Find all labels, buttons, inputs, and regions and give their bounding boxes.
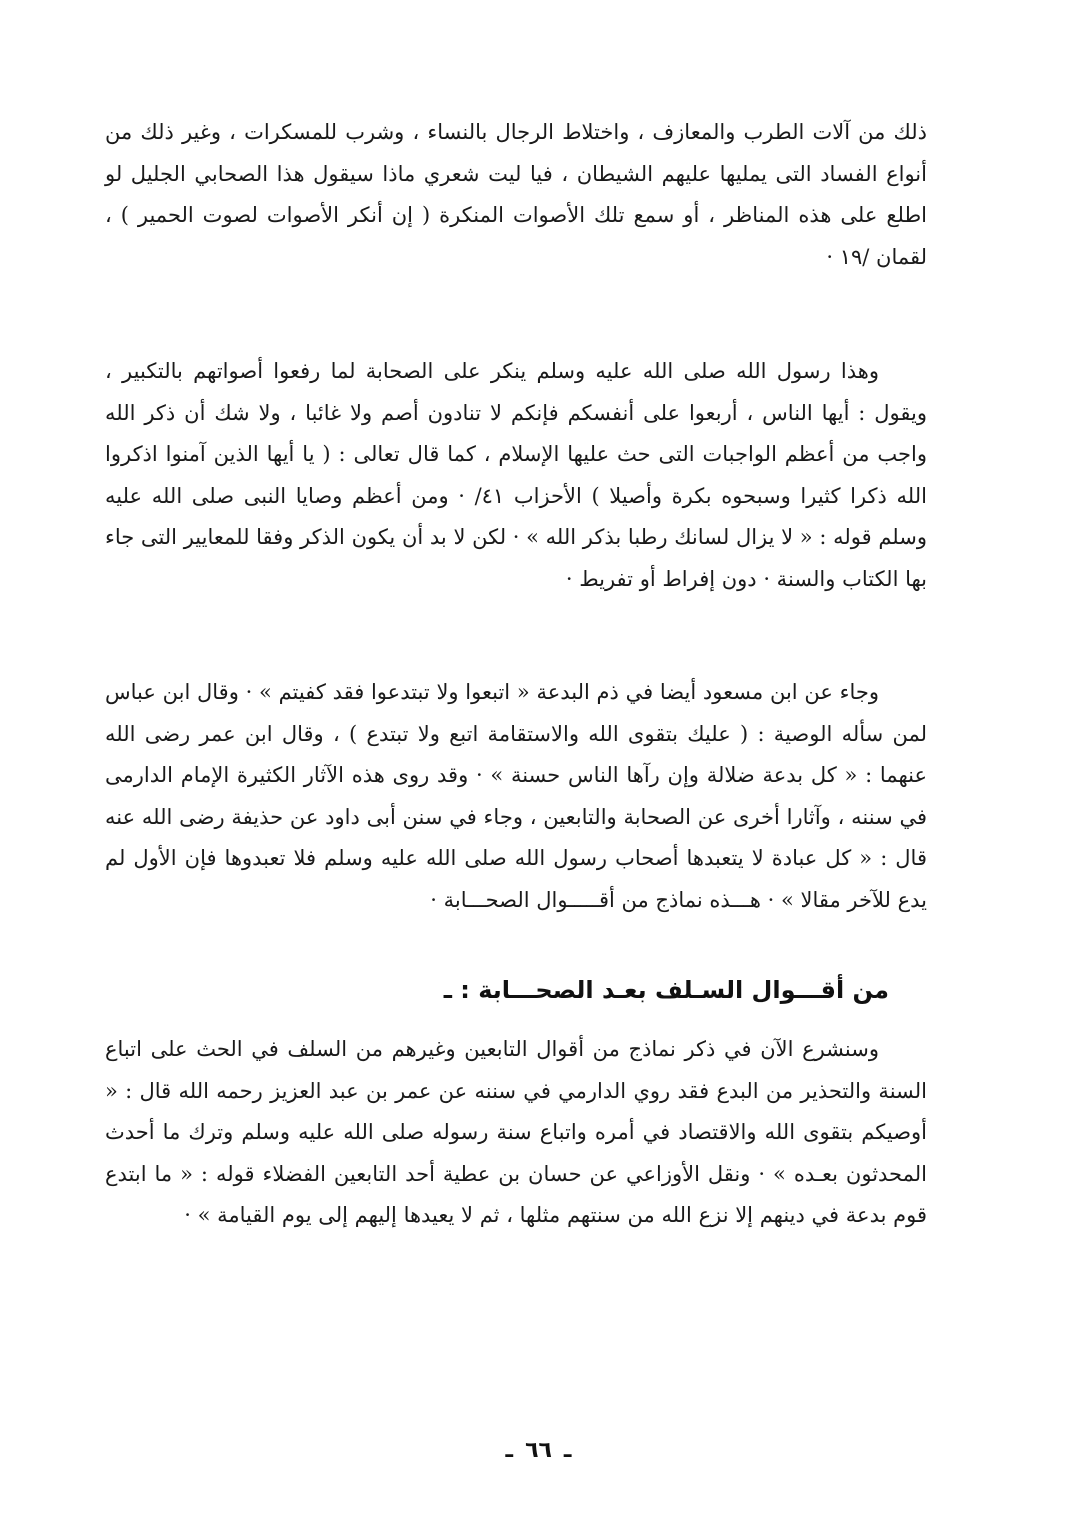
section-heading: من أقـــوال السـلف بعـد الصحـــابة : ـ (443, 976, 889, 1004)
paragraph-1-text: ذلك من آلات الطرب والمعازف ، واختلاط الرجال بالنساء ، وشرب للمسكرات ، وغير ذلك من أنواع الفساد التى يمليها عليهم الشيطان ، فيا ليت شعري ماذا سيقول هذا الصحابي الجليل لو اطلع على هذه المناظر ، أو سمع تلك الأصوات المنكرة ( إن أنكر الأصوات لصوت الحمير ) ، لقمان /١٩ · (105, 120, 927, 269)
paragraph-4 (105, 1029, 927, 1237)
paragraph-4-text: وسنشرع الآن في ذكر نماذج من أقوال التابعين وغيرهم من السلف في الحث على اتباع السنة والتحذير من البدع فقد روي الدارمي في سننه عن عمر بن عبد العزيز رحمه الله قال : « أوصيكم بتقوى الله والاقتصاد في أمره واتباع سنة رسوله صلى الله عليه وسلم وترك ما أحدث المحدثون بعـده » · ونقل الأوزاعي عن حسان بن عطية أحد التابعين الفضلاء قوله : « ما ابتدع قوم بدعة في دينهم إلا نزع الله من سنتهم مثلها ، ثم لا يعيدها إليهم إلى يوم القيامة » · (105, 1037, 927, 1227)
page-number (0, 1438, 1077, 1463)
paragraph-1 (105, 112, 927, 278)
paragraph-3 (105, 672, 927, 921)
page-number-value: ٦٦ (525, 1438, 552, 1463)
paragraph-2-text: وهذا رسول الله صلى الله عليه وسلم ينكر على الصحابة لما رفعوا أصواتهم بالتكبير ، ويقول : أيها الناس ، أربعوا على أنفسكم فإنكم لا تنادون أصم ولا غائبا ، ولا شك أن ذكر الله واجب من أعظم الواجبات التى حث عليها الإسلام ، كما قال تعالى : ( يا أيها الذين آمنوا اذكروا الله ذكرا كثيرا وسبحوه بكرة وأصيلا ) الأحزاب ٤١/ · ومن أعظم وصايا النبى صلى الله عليه وسلم قوله : « لا يزال لسانك رطبا بذكر الله » · لكن لا بد أن يكون الذكر وفقا للمعايير التى جاء بها الكتاب والسنة · دون إفراط أو تفريط · (105, 359, 927, 591)
page-number-dash-left: ـ (505, 1438, 514, 1463)
paragraph-3-text: وجاء عن ابن مسعود أيضا في ذم البدعة « اتبعوا ولا تبتدعوا فقد كفيتم » · وقال ابن عباس لمن سأله الوصية : ( عليك بتقوى الله والاستقامة اتبع ولا تبتدع ) ، وقال ابن عمر رضى الله عنهما : « كل بدعة ضلالة وإن رآها الناس حسنة » · وقد روى هذه الآثار الكثيرة الإمام الدارمى في سننه ، وآثارا أخرى عن الصحابة والتابعين ، وجاء في سنن أبى داود عن حذيفة رضى الله عنه قال : « كل عبادة لا يتعبدها أصحاب رسول الله صلى الله عليه وسلم فلا تعبدوها فإن الأول لم يدع للآخر مقالا » · هـــذه نماذج من أقـــــوال الصحـــابة · (105, 680, 927, 912)
page-number-dash-right: ـ (563, 1438, 572, 1463)
paragraph-2 (105, 351, 927, 600)
